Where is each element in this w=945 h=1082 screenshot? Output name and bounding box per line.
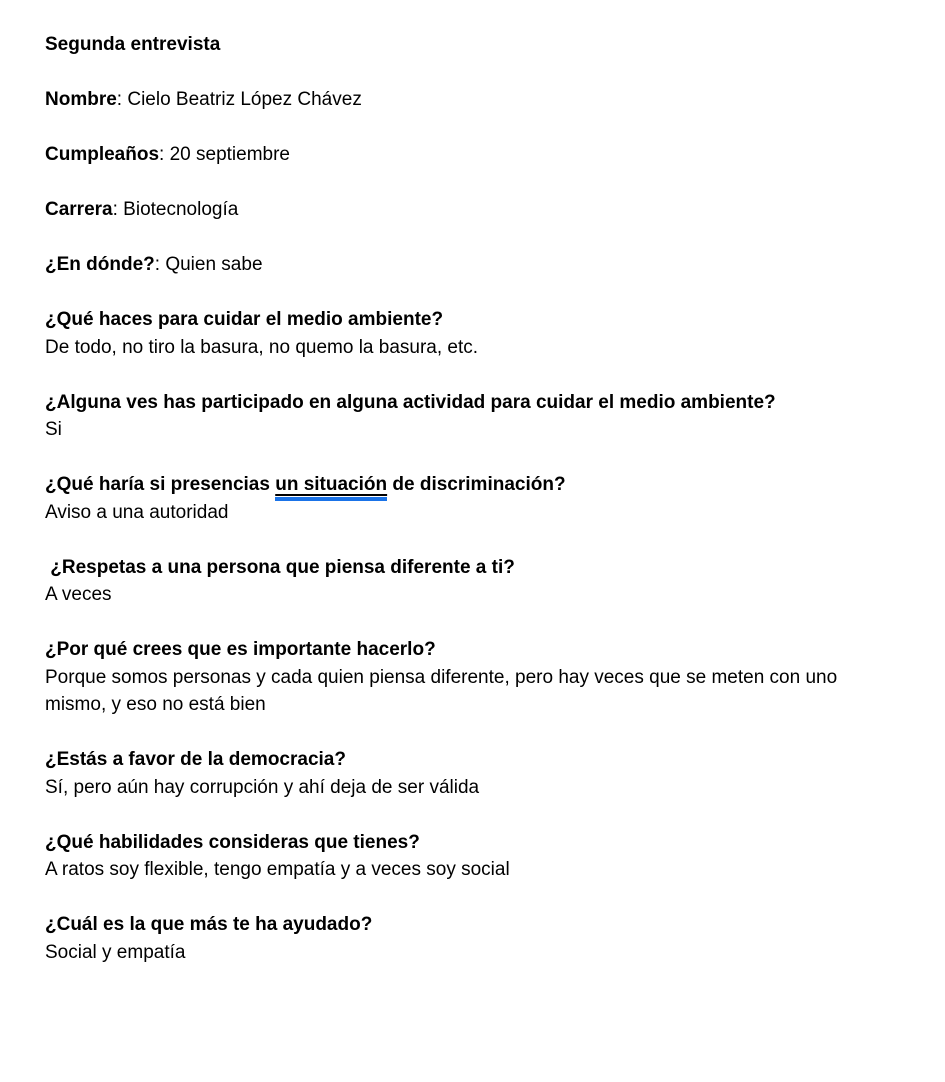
answer-text: Porque somos personas y cada quien piensa diferente, pero hay veces que se meten con uno mismo, y eso no está bien [45,666,843,715]
qa-block [45,746,863,801]
question-segment: ¿Alguna ves has participado en alguna actividad para cuidar el medio ambiente? [45,391,776,413]
question-segment: ¿Respetas a una persona que piensa diferente a ti? [45,556,515,578]
question-segment: ¿Qué haces para cuidar el medio ambiente? [45,309,444,330]
field-value: 20 septiembre [169,144,290,165]
field-label: Nombre [45,89,117,110]
question-segment: ¿Qué habilidades consideras que tienes? [45,831,420,853]
question-text [45,306,863,334]
answer-text: Social y empatía [45,941,186,963]
question-text [45,636,863,664]
field-row [45,196,863,224]
qa-block [45,911,863,966]
answer-text: A ratos soy flexible, tengo empatía y a veces soy social [45,859,510,880]
field-row [45,141,863,169]
question-text [45,554,863,582]
answer-text: A veces [45,584,112,605]
question-text [45,911,863,939]
question-segment: ¿Qué haría si presencias [45,474,276,495]
qa-block [45,554,863,609]
answer-text: De todo, no tiro la basura, no quemo la basura, etc. [45,336,479,358]
qa-block [45,389,863,444]
field-value: Biotecnología [123,199,239,220]
question-text [45,471,863,499]
field-label: Cumpleaños [45,144,160,165]
field-label: Carrera [45,199,113,220]
question-segment: ¿Por qué crees que es importante hacerlo? [45,639,436,660]
field-row [45,251,863,279]
field-row [45,86,863,114]
field-value: Cielo Beatriz López Chávez [127,89,362,110]
field-separator: : [112,199,124,220]
question-text [45,389,863,417]
qa-block [45,636,863,719]
field-separator: : [159,144,170,165]
answer-text: Aviso a una autoridad [45,501,229,523]
qa-block [45,829,863,884]
answer-text: Sí, pero aún hay corrupción y ahí deja de ser válida [45,776,480,798]
question-segment: de discriminación? [387,474,566,495]
qa-list [45,306,863,966]
field-value: Quien sabe [165,254,263,275]
qa-block [45,306,863,361]
field-separator: : [116,89,128,110]
field-label: ¿En dónde? [45,254,155,275]
qa-block [45,471,863,526]
question-segment: ¿Cuál es la que más te ha ayudado? [45,914,373,935]
question-text [45,829,863,857]
question-text [45,746,863,774]
document-title: Segunda entrevista [45,34,221,55]
question-segment: ¿Estás a favor de la democracia? [45,749,346,770]
grammar-suggestion-underline[interactable]: un situación [275,474,387,501]
answer-text: Si [45,419,62,440]
field-separator: : [154,254,166,275]
header-fields [45,86,863,279]
